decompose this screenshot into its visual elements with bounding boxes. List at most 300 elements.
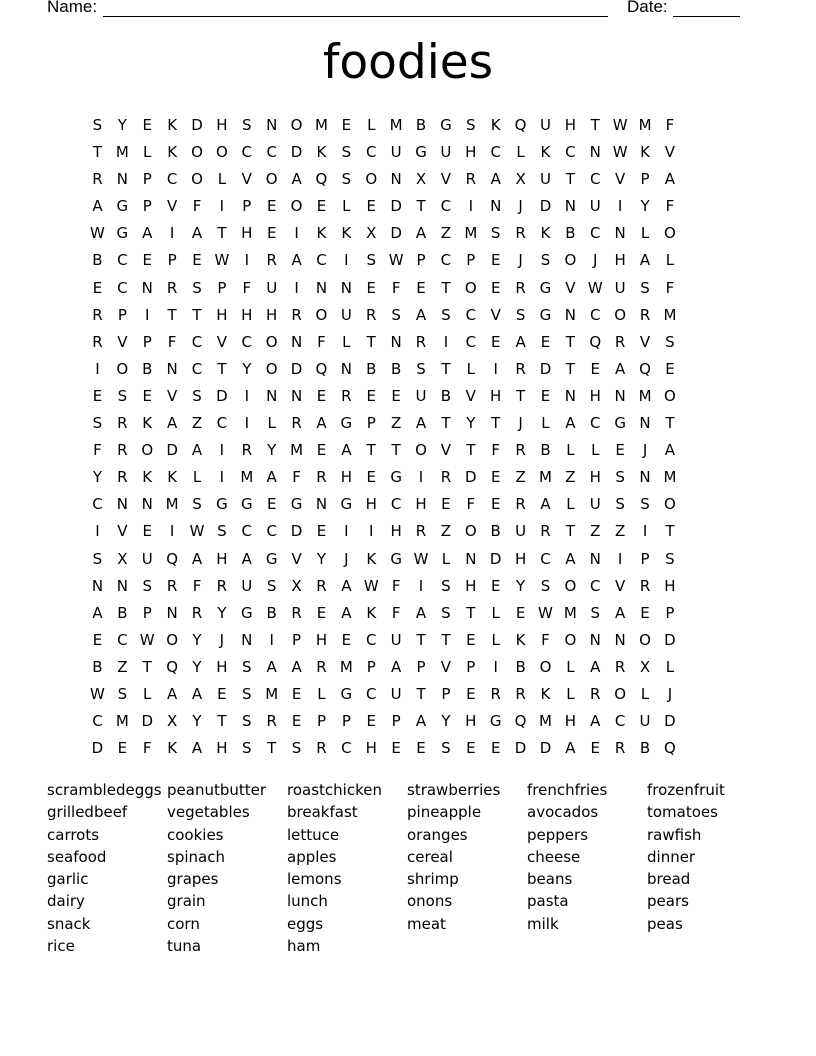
grid-letter: U [614, 278, 626, 297]
grid-letter: E [142, 386, 152, 405]
grid-letter: P [640, 549, 650, 568]
word-list-item: frozenfruit [647, 781, 725, 799]
grid-letter: K [366, 603, 377, 622]
grid-letter: S [242, 739, 252, 758]
grid-letter: G [290, 495, 303, 514]
word-list-item: peppers [527, 825, 589, 844]
grid-letter: I [219, 468, 225, 487]
grid-letter: C [266, 143, 277, 162]
grid-letter: N [266, 116, 278, 134]
grid-letter: T [466, 441, 476, 460]
grid-letter: D [390, 224, 402, 243]
grid-letter: Q [514, 116, 527, 134]
grid-letter: N [564, 305, 576, 324]
grid-letter: O [265, 359, 278, 378]
grid-letter: V [465, 386, 476, 405]
grid-letter: R [117, 441, 128, 460]
grid-letter: D [290, 359, 303, 378]
grid-letter: T [142, 657, 152, 676]
grid-letter: G [340, 414, 353, 433]
grid-letter: P [416, 657, 426, 676]
grid-letter: V [440, 170, 452, 189]
grid-letter: A [92, 197, 103, 216]
grid-letter: P [341, 712, 351, 731]
grid-letter: P [217, 278, 227, 297]
grid-letter: D [91, 739, 104, 758]
grid-letter: E [391, 739, 401, 758]
grid-letter: A [191, 684, 203, 703]
grid-letter: R [515, 224, 526, 243]
date-label: Date: [627, 0, 668, 16]
grid-letter: A [291, 251, 302, 270]
grid-letter: I [493, 359, 498, 378]
grid-letter: N [290, 332, 303, 351]
grid-letter: D [664, 712, 676, 731]
grid-letter: Q [514, 712, 527, 731]
grid-letter: S [242, 657, 252, 676]
word-list-item: ham [287, 937, 321, 956]
grid-letter: V [241, 170, 252, 189]
grid-row [85, 546, 682, 573]
grid-letter: E [366, 278, 376, 297]
grid-letter: B [415, 116, 427, 134]
grid-letter: L [491, 603, 500, 622]
grid-letter: O [664, 386, 676, 405]
grid-letter: C [590, 224, 601, 243]
grid-letter: F [167, 332, 177, 351]
grid-letter: N [589, 549, 601, 568]
grid-letter: C [590, 576, 601, 595]
grid-letter: L [665, 251, 675, 270]
grid-letter: K [167, 739, 178, 758]
grid-letter: C [614, 712, 626, 731]
grid-letter: V [166, 386, 178, 405]
grid-letter: L [491, 630, 500, 649]
grid-letter: E [515, 603, 526, 622]
grid-letter: S [92, 116, 103, 134]
word-list-item: corn [167, 914, 200, 933]
grid-letter: S [242, 712, 252, 731]
grid-letter: E [291, 712, 302, 731]
grid-letter: E [490, 576, 501, 595]
grid-letter: E [341, 630, 352, 649]
grid-letter: T [665, 414, 675, 433]
grid-letter: A [590, 712, 601, 731]
word-list-item: apples [287, 847, 337, 866]
grid-letter: I [95, 522, 100, 541]
grid-letter: G [539, 305, 552, 324]
grid-letter: A [241, 549, 252, 568]
grid-letter: P [167, 251, 177, 270]
grid-letter: P [366, 414, 376, 433]
grid-row [85, 654, 682, 681]
grid-letter: I [617, 197, 623, 216]
grid-letter: C [366, 684, 377, 703]
grid-row [85, 491, 682, 518]
grid-letter: F [317, 332, 326, 351]
grid-letter: W [612, 143, 628, 162]
grid-letter: P [142, 197, 152, 216]
grid-letter: Y [316, 549, 327, 568]
grid-letter: C [266, 522, 277, 541]
word-list-item: lemons [287, 870, 342, 889]
word-list-item: cereal [407, 847, 453, 866]
grid-letter: A [565, 739, 576, 758]
grid-letter: S [416, 359, 426, 378]
grid-letter: H [465, 143, 477, 162]
grid-letter: O [564, 251, 577, 270]
grid-letter: O [664, 224, 676, 243]
grid-letter: T [416, 197, 426, 216]
grid-letter: B [639, 739, 651, 758]
grid-letter: I [244, 414, 249, 433]
grid-letter: R [166, 278, 178, 297]
grid-letter: P [242, 197, 252, 216]
grid-letter: R [316, 576, 327, 595]
grid-letter: D [539, 739, 552, 758]
grid-letter: C [590, 305, 601, 324]
grid-letter: C [366, 143, 377, 162]
word-list-item: pears [647, 892, 689, 911]
grid-letter: I [617, 549, 623, 568]
word-list-item: dinner [647, 847, 696, 866]
word-list-item: lunch [287, 892, 328, 911]
grid-letter: E [490, 495, 501, 514]
grid-letter: T [441, 278, 451, 297]
grid-letter: N [340, 359, 352, 378]
grid-letter: C [465, 305, 477, 324]
grid-letter: N [465, 549, 477, 568]
grid-letter: J [667, 684, 673, 703]
grid-letter: U [440, 143, 452, 162]
grid-letter: E [490, 468, 501, 487]
grid-letter: K [316, 224, 327, 243]
grid-letter: V [440, 657, 452, 676]
word-list-item: pineapple [407, 803, 482, 822]
grid-letter: W [214, 251, 230, 270]
grid-letter: F [541, 630, 550, 649]
grid-letter: R [266, 251, 277, 270]
grid-letter: A [415, 603, 427, 622]
grid-letter: H [614, 251, 626, 270]
grid-letter: P [640, 170, 650, 189]
grid-letter: Y [516, 576, 526, 595]
grid-row [85, 139, 682, 166]
grid-letter: R [465, 170, 477, 189]
grid-letter: F [142, 739, 152, 758]
grid-letter: O [415, 441, 427, 460]
grid-letter: C [241, 522, 253, 541]
grid-letter: F [192, 197, 202, 216]
grid-letter: M [240, 468, 254, 487]
grid-letter: B [515, 657, 526, 676]
grid-letter: J [518, 414, 523, 433]
grid-letter: D [290, 522, 303, 541]
grid-letter: S [615, 495, 625, 514]
grid-letter: Z [117, 657, 128, 676]
grid-letter: F [292, 468, 301, 487]
grid-letter: R [241, 441, 252, 460]
date-blank-line [673, 16, 740, 17]
grid-letter: N [639, 468, 651, 487]
grid-letter: E [316, 197, 327, 216]
grid-letter: G [116, 224, 129, 243]
grid-letter: M [290, 441, 304, 460]
grid-letter: H [315, 630, 328, 649]
grid-letter: J [518, 197, 523, 216]
grid-letter: K [640, 143, 650, 162]
grid-letter: D [290, 143, 303, 162]
word-list-item [407, 935, 527, 957]
grid-letter: R [291, 414, 302, 433]
grid-letter: I [169, 224, 175, 243]
grid-letter: R [291, 305, 302, 324]
grid-letter: I [294, 278, 299, 297]
grid-letter: E [316, 603, 327, 622]
grid-letter: S [266, 576, 277, 595]
grid-letter: A [266, 468, 277, 487]
grid-letter: Z [565, 468, 576, 487]
grid-letter: I [468, 197, 474, 216]
grid-letter: E [416, 278, 426, 297]
grid-letter: N [564, 386, 576, 405]
grid-row [85, 275, 682, 302]
grid-letter: R [440, 468, 452, 487]
word-list-item: garlic [47, 870, 89, 889]
grid-row [85, 302, 682, 329]
grid-letter: T [441, 630, 451, 649]
word-list-item: breakfast [287, 803, 358, 822]
page-title: foodies [322, 35, 494, 90]
grid-letter: E [316, 441, 327, 460]
grid-letter: L [367, 116, 376, 134]
grid-letter: L [566, 657, 575, 676]
grid-letter: S [92, 549, 103, 568]
grid-letter: F [391, 576, 401, 595]
grid-letter: G [340, 684, 353, 703]
grid-letter: G [415, 143, 427, 162]
grid-letter: Z [615, 522, 626, 541]
grid-row [85, 329, 682, 356]
grid-letter: E [192, 251, 202, 270]
grid-letter: R [639, 305, 651, 324]
grid-letter: E [366, 197, 376, 216]
grid-row [85, 383, 682, 410]
grid-letter: U [390, 143, 402, 162]
grid-letter: K [341, 224, 352, 243]
word-list-item: beans [527, 870, 573, 889]
grid-letter: F [665, 116, 675, 134]
grid-row [85, 627, 682, 654]
grid-letter: K [167, 116, 178, 134]
grid-letter: M [464, 224, 478, 243]
grid-row [85, 112, 682, 139]
grid-letter: O [166, 630, 179, 649]
grid-letter: S [441, 739, 451, 758]
grid-letter: S [665, 549, 675, 568]
grid-letter: V [615, 576, 626, 595]
grid-letter: H [365, 495, 377, 514]
grid-letter: R [490, 684, 501, 703]
grid-letter: J [344, 549, 349, 568]
grid-letter: E [316, 386, 327, 405]
grid-letter: A [664, 170, 676, 189]
grid-letter: H [589, 386, 601, 405]
grid-letter: T [516, 386, 526, 405]
word-list-item [527, 935, 647, 957]
grid-letter: P [142, 332, 152, 351]
grid-letter: P [391, 712, 401, 731]
grid-letter: P [366, 657, 376, 676]
grid-letter: O [564, 630, 577, 649]
grid-letter: I [344, 251, 349, 270]
grid-letter: R [515, 684, 526, 703]
grid-letter: Z [440, 224, 452, 243]
grid-letter: R [341, 386, 352, 405]
grid-letter: S [441, 603, 451, 622]
grid-letter: M [563, 603, 577, 622]
grid-letter: K [540, 224, 551, 243]
grid-letter: P [142, 603, 152, 622]
grid-letter: S [117, 684, 128, 703]
grid-letter: H [564, 116, 576, 134]
grid-letter: Y [217, 603, 227, 622]
grid-letter: R [266, 712, 277, 731]
grid-letter: I [95, 359, 100, 378]
name-blank-line [103, 16, 608, 17]
grid-letter: Y [640, 197, 650, 216]
grid-letter: N [166, 359, 178, 378]
grid-letter: V [117, 522, 128, 541]
grid-letter: H [415, 495, 427, 514]
grid-letter: H [216, 549, 228, 568]
grid-letter: H [216, 305, 228, 324]
grid-letter: W [388, 251, 404, 270]
grid-letter: Y [267, 441, 277, 460]
grid-letter: N [490, 197, 502, 216]
grid-letter: K [316, 143, 327, 162]
grid-letter: E [291, 684, 302, 703]
grid-letter: C [117, 630, 128, 649]
grid-letter: T [466, 603, 476, 622]
grid-letter: S [291, 739, 302, 758]
grid-letter: G [489, 712, 502, 731]
grid-letter: A [191, 224, 203, 243]
grid-letter: S [192, 495, 202, 514]
grid-letter: T [167, 305, 177, 324]
grid-letter: M [165, 495, 179, 514]
grid-letter: D [465, 468, 477, 487]
grid-letter: N [116, 170, 128, 189]
grid-letter: N [166, 603, 178, 622]
grid-letter: M [663, 468, 677, 487]
grid-letter: E [266, 495, 277, 514]
grid-letter: D [141, 712, 153, 731]
word-list-item: avocados [527, 803, 599, 822]
grid-letter: N [290, 386, 303, 405]
grid-letter: W [90, 224, 105, 243]
grid-letter: P [665, 603, 675, 622]
grid-letter: R [92, 332, 103, 351]
grid-letter: L [317, 684, 326, 703]
grid-letter: S [540, 251, 551, 270]
grid-letter: M [539, 468, 552, 487]
grid-letter: O [464, 278, 477, 297]
word-list-item: rice [47, 937, 75, 956]
grid-letter: M [314, 116, 328, 134]
grid-letter: M [265, 684, 279, 703]
grid-letter: O [614, 305, 627, 324]
grid-letter: A [92, 603, 103, 622]
grid-letter: H [365, 739, 377, 758]
grid-letter: A [415, 305, 427, 324]
grid-letter: S [441, 305, 451, 324]
grid-letter: E [416, 739, 426, 758]
grid-letter: Z [590, 522, 601, 541]
grid-letter: V [440, 441, 452, 460]
grid-letter: J [593, 251, 598, 270]
grid-letter: T [416, 630, 426, 649]
grid-letter: Y [117, 116, 127, 134]
grid-letter: G [116, 197, 129, 216]
grid-letter: R [515, 278, 526, 297]
grid-letter: O [639, 630, 651, 649]
grid-letter: T [192, 305, 202, 324]
grid-letter: H [664, 576, 676, 595]
grid-letter: A [565, 414, 576, 433]
grid-letter: E [466, 630, 476, 649]
grid-row [85, 166, 682, 193]
grid-letter: J [518, 251, 523, 270]
grid-letter: R [216, 576, 228, 595]
grid-letter: A [341, 441, 352, 460]
grid-letter: C [166, 170, 178, 189]
grid-letter: P [416, 251, 426, 270]
name-label: Name: [47, 0, 98, 16]
grid-letter: S [242, 116, 252, 134]
grid-letter: C [490, 143, 501, 162]
grid-letter: S [615, 468, 625, 487]
grid-letter: H [216, 116, 228, 134]
grid-row [85, 518, 682, 545]
grid-letter: R [614, 657, 626, 676]
grid-letter: E [316, 522, 327, 541]
grid-letter: V [490, 305, 501, 324]
grid-letter: U [539, 170, 551, 189]
grid-letter: N [91, 576, 104, 595]
grid-letter: Y [242, 359, 252, 378]
grid-letter: C [241, 143, 253, 162]
grid-letter: B [390, 359, 402, 378]
grid-letter: E [490, 278, 501, 297]
grid-letter: F [391, 278, 401, 297]
grid-letter: E [92, 630, 103, 649]
grid-letter: R [166, 576, 178, 595]
grid-letter: Q [639, 359, 651, 378]
grid-letter: A [590, 657, 601, 676]
grid-letter: D [489, 549, 502, 568]
grid-letter: L [541, 414, 550, 433]
grid-letter: Z [191, 414, 203, 433]
grid-letter: N [614, 386, 626, 405]
grid-letter: V [166, 197, 178, 216]
grid-letter: H [465, 712, 477, 731]
word-list-item: scrambledeggs [47, 781, 162, 799]
grid-letter: A [615, 359, 626, 378]
grid-letter: A [266, 657, 277, 676]
grid-letter: L [566, 495, 575, 514]
word-list-item: seafood [47, 847, 107, 866]
